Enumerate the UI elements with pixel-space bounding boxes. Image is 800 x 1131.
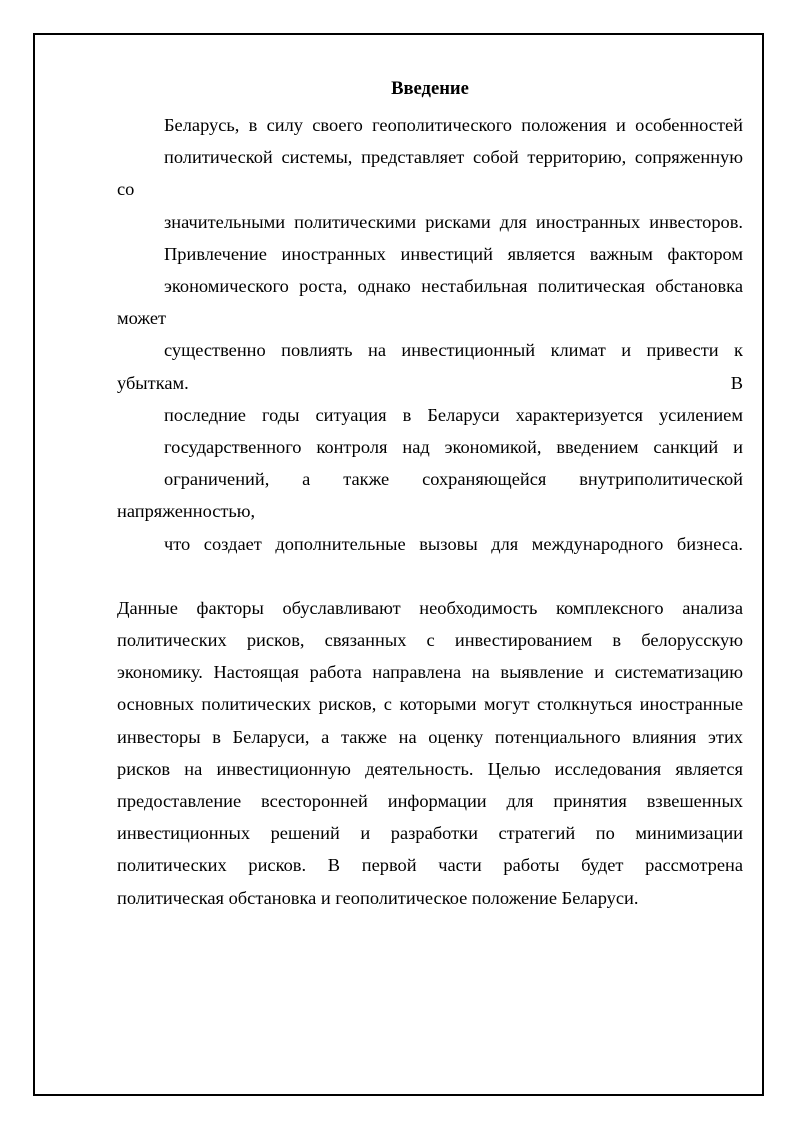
text-line: инвестиционных решений и разработки стратегий по минимизации (117, 823, 743, 844)
text-line: государственного контроля над экономикой, введением санкций и (164, 437, 743, 458)
paragraph-analysis (117, 592, 743, 914)
text-line: политической системы, представляет собой территорию, сопряженную со (117, 147, 743, 200)
text-line: политических рисков. В первой части работы будет рассмотрена (117, 855, 743, 876)
document-body (117, 77, 743, 914)
document-title: Введение (391, 78, 469, 99)
text-line: политическая обстановка и геополитическое положение Беларуси. (117, 887, 639, 908)
text-line: Беларусь, в силу своего геополитического положения и особенностей (164, 115, 743, 135)
text-line: последние годы ситуация в Беларуси характеризуется усилением (164, 404, 743, 425)
text-line: инвесторы в Беларуси, а также на оценку потенциального влияния этих (117, 726, 743, 747)
text-line: Привлечение иностранных инвестиций является важным фактором (164, 243, 743, 264)
text-line: основных политических рисков, с которыми могут столкнуться иностранные (117, 694, 743, 715)
text-line: экономического роста, однако нестабильная политическая обстановка может (117, 276, 743, 329)
text-line: экономику. Настоящая работа направлена на выявление и систематизацию (117, 662, 743, 683)
text-line: что создает дополнительные вызовы для международного бизнеса. (164, 533, 743, 554)
text-line: предоставление всесторонней информации для принятия взвешенных (117, 791, 743, 812)
text-line: Данные факторы обуславливают необходимость комплексного анализа (117, 597, 743, 618)
text-line: политических рисков, связанных с инвестированием в белорусскую (117, 630, 743, 651)
paragraph-intro (117, 109, 743, 560)
text-line: рисков на инвестиционную деятельность. Целью исследования является (117, 758, 743, 779)
text-line: существенно повлиять на инвестиционный климат и привести к убыткам. В (117, 340, 743, 393)
text-line: ограничений, а также сохраняющейся внутриполитической напряженностью, (117, 469, 743, 522)
page-frame (33, 33, 764, 1096)
text-line: значительными политическими рисками для иностранных инвесторов. (164, 211, 743, 232)
